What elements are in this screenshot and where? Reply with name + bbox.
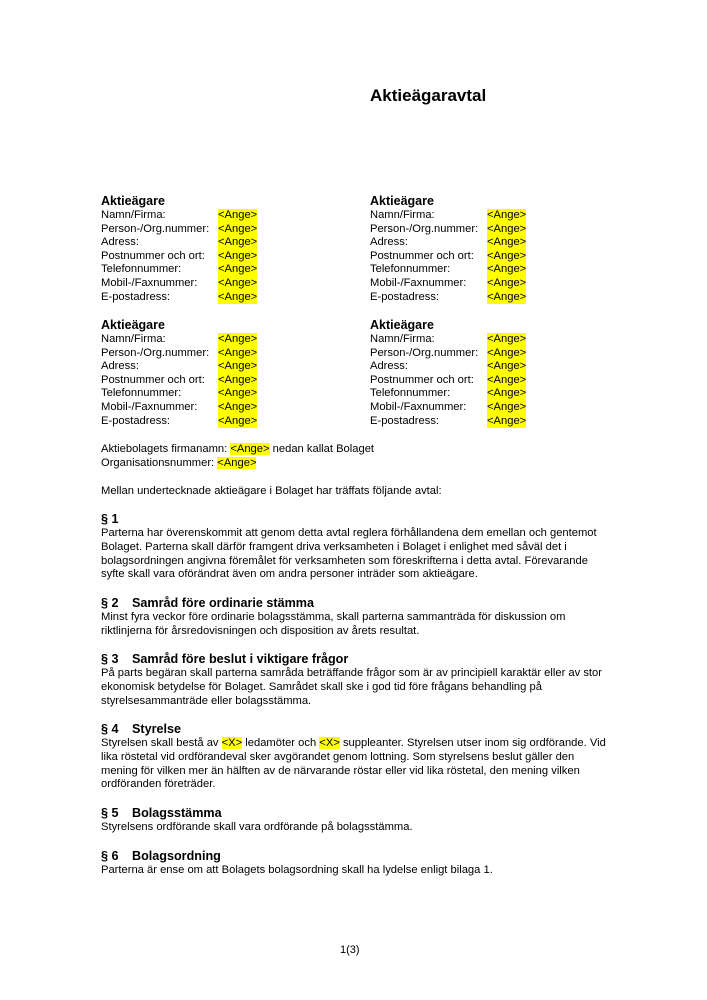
field-placeholder: <Ange> — [218, 373, 258, 386]
company-name-suffix: nedan kallat Bolaget — [272, 443, 375, 455]
party-field-row — [370, 223, 640, 237]
section-text-part: suppleanter. Styrelsen utser inom sig ordförande. Vid lika röstetal vid ordförandeval sker avgörandet genom lottning. Som styrelsens beslut gäller den mening för vilken mer än hälften av de närvarande röstar eller vid lika röstetal, den mening vilken ordföranden företräder. — [101, 737, 606, 791]
party-field-row — [370, 347, 640, 361]
field-label: Postnummer och ort: — [101, 249, 205, 262]
field-label: Mobil-/Faxnummer: — [101, 400, 198, 413]
section-3 — [101, 652, 611, 708]
section-number: § 4 — [101, 722, 119, 736]
field-placeholder: <Ange> — [218, 222, 258, 235]
field-placeholder: <Ange> — [487, 222, 527, 235]
field-label: Mobil-/Faxnummer: — [370, 400, 467, 413]
party-field-row — [101, 360, 371, 374]
party-field-row — [370, 374, 640, 388]
deputies-placeholder: <X> — [319, 737, 340, 749]
party-block-4 — [370, 318, 640, 428]
section-text: På parts begäran skall parterna samråda beträffande frågor som är av principiell karaktär eller av stor ekonomisk betydelse för Bolaget. Samrådet skall ske i god tid före frågans behandling på styrelsesammanträde eller bolagsstämma. — [101, 667, 602, 707]
section-2 — [101, 596, 611, 639]
page-number: 1(3) — [340, 944, 360, 956]
party-field-row — [101, 347, 371, 361]
intro-text: Mellan undertecknade aktieägare i Bolaget har träffats följande avtal: — [101, 485, 442, 497]
field-placeholder: <Ange> — [218, 209, 258, 221]
party-block-1 — [101, 194, 371, 304]
party-heading: Aktieägare — [101, 318, 165, 332]
party-field-row — [101, 291, 371, 305]
field-placeholder: <Ange> — [218, 236, 258, 249]
section-heading — [101, 652, 611, 667]
party-field-row — [370, 360, 640, 374]
company-orgnr-placeholder: <Ange> — [217, 456, 257, 469]
party-field-row — [101, 333, 371, 347]
section-number: § 1 — [101, 512, 119, 526]
field-placeholder: <Ange> — [218, 276, 258, 289]
section-number: § 6 — [101, 849, 119, 863]
party-block-3 — [101, 318, 371, 428]
field-label: E-postadress: — [101, 414, 171, 427]
party-field-row — [101, 387, 371, 401]
party-field-row — [101, 401, 371, 415]
field-label: E-postadress: — [370, 414, 440, 427]
section-text: Styrelsens ordförande skall vara ordförande på bolagsstämma. — [101, 821, 413, 833]
field-label: Telefonnummer: — [101, 387, 182, 400]
section-5 — [101, 806, 611, 835]
field-placeholder: <Ange> — [218, 414, 258, 427]
field-placeholder: <Ange> — [487, 209, 527, 221]
party-field-row — [370, 236, 640, 250]
section-heading — [101, 849, 611, 864]
company-info — [101, 443, 611, 471]
field-placeholder: <Ange> — [487, 360, 527, 373]
board-members-placeholder: <X> — [221, 737, 243, 749]
field-placeholder: <Ange> — [487, 263, 527, 276]
party-field-row — [101, 277, 371, 291]
party-field-row — [101, 209, 371, 223]
section-number: § 5 — [101, 806, 119, 820]
field-label: Adress: — [370, 236, 408, 249]
company-orgnr-label: Organisationsnummer: — [101, 456, 215, 469]
field-label: Telefonnummer: — [370, 263, 451, 276]
field-placeholder: <Ange> — [487, 236, 527, 249]
section-text — [101, 737, 611, 792]
section-text-part: Styrelsen skall bestå av — [101, 737, 219, 749]
party-field-row — [101, 415, 371, 429]
field-placeholder: <Ange> — [218, 263, 258, 276]
field-placeholder: <Ange> — [218, 360, 258, 373]
company-name-label: Aktiebolagets firmanamn: — [101, 443, 228, 455]
field-placeholder: <Ange> — [218, 290, 258, 303]
party-field-row — [101, 374, 371, 388]
party-field-row — [370, 209, 640, 223]
field-label: Namn/Firma: — [101, 333, 166, 345]
field-placeholder: <Ange> — [487, 290, 527, 303]
field-label: Postnummer och ort: — [370, 373, 474, 386]
field-label: Adress: — [101, 360, 139, 373]
field-placeholder: <Ange> — [487, 346, 527, 359]
field-label: Person-/Org.nummer: — [370, 346, 479, 359]
field-label: Adress: — [101, 236, 139, 249]
party-field-row — [370, 291, 640, 305]
field-label: Person-/Org.nummer: — [101, 222, 210, 235]
section-heading — [101, 512, 611, 527]
section-4 — [101, 722, 611, 792]
field-label: Telefonnummer: — [370, 387, 451, 400]
field-placeholder: <Ange> — [218, 249, 258, 262]
section-number: § 2 — [101, 596, 119, 610]
field-label: Person-/Org.nummer: — [101, 346, 210, 359]
party-field-row — [101, 250, 371, 264]
field-label: Mobil-/Faxnummer: — [101, 276, 198, 289]
party-field-row — [101, 223, 371, 237]
field-label: E-postadress: — [101, 290, 171, 303]
party-heading: Aktieägare — [370, 194, 434, 208]
company-name-line — [101, 443, 611, 457]
party-heading: Aktieägare — [370, 318, 434, 332]
party-field-row — [370, 333, 640, 347]
field-placeholder: <Ange> — [487, 249, 527, 262]
field-placeholder: <Ange> — [487, 400, 527, 413]
field-label: Telefonnummer: — [101, 263, 182, 276]
field-label: Mobil-/Faxnummer: — [370, 276, 467, 289]
party-field-row — [370, 277, 640, 291]
section-text-part: ledamöter och — [245, 737, 317, 749]
document-title: Aktieägaravtal — [370, 86, 487, 105]
section-title: Bolagsstämma — [132, 806, 222, 820]
party-field-row — [370, 263, 640, 277]
section-title: Samråd före ordinarie stämma — [132, 596, 314, 610]
section-text: Minst fyra veckor före ordinarie bolagsstämma, skall parterna sammanträda för diskussion om riktlinjerna för årsredovisningen och disposition av årets resultat. — [101, 611, 566, 637]
field-placeholder: <Ange> — [487, 333, 527, 345]
section-text: Parterna är ense om att Bolagets bolagsordning skall ha lydelse enligt bilaga 1. — [101, 864, 493, 876]
section-title: Styrelse — [132, 722, 182, 736]
section-6 — [101, 849, 611, 878]
section-number: § 3 — [101, 652, 119, 666]
party-heading: Aktieägare — [101, 194, 165, 208]
section-heading — [101, 596, 611, 611]
section-text: Parterna har överenskommit att genom detta avtal reglera förhållandena dem emellan och gentemot Bolaget. Parterna skall därför framgent driva verksamheten i Bolaget i enlighet med såväl det i bolagsordningen angivna föremålet för verksamheten som föreskrifterna i detta avtal. Förevarande syfte skall vara oförändrat även om andra personer inträder som aktieägare. — [101, 527, 597, 581]
field-placeholder: <Ange> — [487, 373, 527, 386]
company-name-placeholder: <Ange> — [230, 443, 270, 455]
party-field-row — [370, 401, 640, 415]
field-placeholder: <Ange> — [218, 346, 258, 359]
party-field-row — [370, 387, 640, 401]
section-heading — [101, 722, 611, 737]
field-label: Adress: — [370, 360, 408, 373]
company-orgnr-line — [101, 457, 611, 471]
field-placeholder: <Ange> — [218, 400, 258, 413]
field-placeholder: <Ange> — [218, 333, 258, 345]
party-field-row — [370, 250, 640, 264]
field-placeholder: <Ange> — [487, 414, 527, 427]
field-placeholder: <Ange> — [487, 276, 527, 289]
field-label: Namn/Firma: — [370, 209, 435, 221]
party-field-row — [370, 415, 640, 429]
field-label: Postnummer och ort: — [370, 249, 474, 262]
field-label: Person-/Org.nummer: — [370, 222, 479, 235]
field-placeholder: <Ange> — [487, 387, 527, 400]
party-block-2 — [370, 194, 640, 304]
field-label: Namn/Firma: — [370, 333, 435, 345]
field-label: E-postadress: — [370, 290, 440, 303]
party-field-row — [101, 263, 371, 277]
field-label: Namn/Firma: — [101, 209, 166, 221]
section-title: Bolagsordning — [132, 849, 221, 863]
section-heading — [101, 806, 611, 821]
field-label: Postnummer och ort: — [101, 373, 205, 386]
section-title: Samråd före beslut i viktigare frågor — [132, 652, 349, 666]
section-1 — [101, 512, 611, 582]
field-placeholder: <Ange> — [218, 387, 258, 400]
party-field-row — [101, 236, 371, 250]
